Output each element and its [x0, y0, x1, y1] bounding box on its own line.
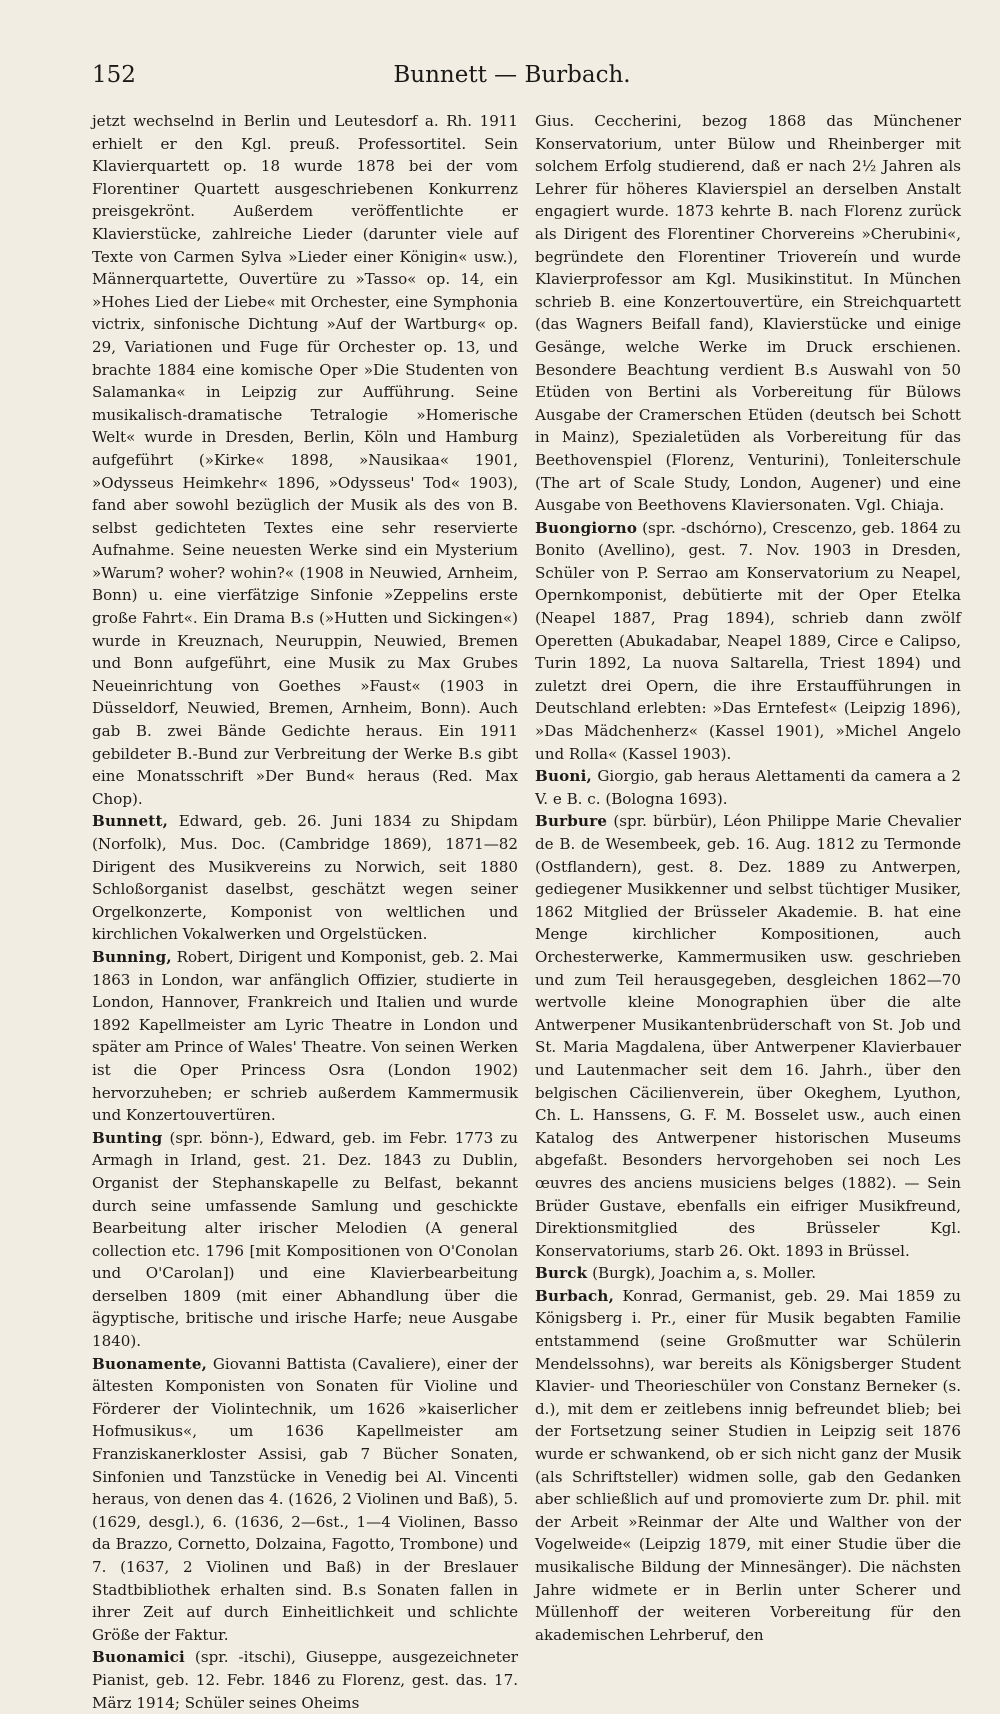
entry-headword: Bunnett, — [92, 812, 169, 831]
entry-text: Giovanni Battista (Cavaliere), einer der ältesten Komponisten von Sonaten für Violine und Förderer der Violintechnik, um 1626 »kaiserlicher Hofmusikus«, um 1636 Kapellmeister am Franziskanerkloster Assisi, gab 7 Bücher Sonaten, Sinfonien und Tanzstücke in Venedig bei Al. Vincenti heraus, von denen das 4. (1626, 2 Violinen und Baß), 5. (1629, desgl.), 6. (1636, 2—6st., 1—4 Violinen, Basso da Brazzo, Cornetto, Dolzaina, Fagotto, Trombone) und 7. (1637, 2 Violinen und Baß) in der Breslauer Stadtbibliothek erhalten sind. B.s Sonaten fallen in ihrer Zeit auf durch Einheitlichkeit und schlichte Größe der Faktur. — [92, 1354, 518, 1644]
entry-bunnett — [92, 810, 518, 946]
entry-continuation — [535, 110, 961, 517]
entry-buonamici — [92, 1646, 518, 1714]
entry-text: (Burgk), Joachim a, s. Moller. — [587, 1264, 817, 1283]
entry-text: Edward, geb. 26. Juni 1834 zu Shipdam (Norfolk), Mus. Doc. (Cambridge 1869), 1871—82 Dirigent des Musikvereins zu Norwich, seit 1880 Schloßorganist daselbst, geschätzt wegen seiner Orgelkonzerte, Komponist von weltlichen und kirchlichen Vokalwerken und Orgelstücken. — [92, 812, 518, 944]
entry-headword: Buongiorno — [535, 518, 638, 537]
entry-text: jetzt wechselnd in Berlin und Leutesdorf a. Rh. 1911 erhielt er den Kgl. preuß. Professortitel. Sein Klavierquartett op. 18 wurde 1878 bei der vom Florentiner Quartett ausgeschriebenen Konkurrenz preisgekrönt. Außerdem veröffentlichte er Klavierstücke, zahlreiche Lieder (darunter viele auf Texte von Carmen Sylva »Lieder einer Königin« usw.), Männerquartette, Ouvertüre zu »Tasso« op. 14, ein »Hohes Lied der Liebe« mit Orchester, eine Symphonia victrix, sinfonische Dichtung »Auf der Wartburg« op. 29, Variationen und Fuge für Orchester op. 13, und brachte 1884 eine komische Oper »Die Studenten von Salamanka« in Leipzig zur Aufführung. Seine musikalisch-dramatische Tetralogie »Homerische Welt« wurde in Dresden, Berlin, Köln und Hamburg aufgeführt (»Kirke« 1898, »Nausikaa« 1901, »Odysseus Heimkehr« 1896, »Odysseus' Tod« 1903), fand aber sowohl bezüglich der Musik als des von B. selbst gedichteten Textes eine sehr reservierte Aufnahme. Seine neuesten Werke sind ein Mysterium »Warum? woher? wohin?« (1908 in Neuwied, Arnheim, Bonn) u. eine vierfätzige Sinfonie »Zeppelins erste große Fahrt«. Ein Drama B.s (»Hutten und Sickingen«) wurde in Kreuznach, Neuruppin, Neuwied, Bremen und Bonn aufgeführt, eine Musik zu Max Grubes Neueinrichtung von Goethes »Faust« (1903 in Düsseldorf, Neuwied, Bremen, Arnheim, Bonn). Auch gab B. zwei Bände Gedichte heraus. Ein 1911 gebildeter B.-Bund zur Verbreitung der Werke B.s gibt eine Monatsschrift »Der Bund« heraus (Red. Max Chop). — [92, 112, 518, 808]
entry-text: (spr. -dschórno), Crescenzo, geb. 1864 zu Bonito (Avellino), gest. 7. Nov. 1903 in Dresden, Schüler von P. Serrao am Konservatorium zu Neapel, Opernkomponist, debütierte mit der Oper Etelka (Neapel 1887, Prag 1894), schrieb dann zwölf Operetten (Abukadabar, Neapel 1889, Circe e Calipso, Turin 1892, La nuova Saltarella, Triest 1894) und zuletzt drei Opern, die ihre Erstaufführungen in Deutschland erlebten: »Das Erntefest« (Leipzig 1896), »Das Mädchenherz« (Kassel 1901), »Michel Angelo und Rolla« (Kassel 1903). — [535, 518, 961, 763]
entry-text: Giorgio, gab heraus Alettamenti da camera a 2 V. e B. c. (Bologna 1693). — [535, 767, 961, 808]
entry-text: Robert, Dirigent und Komponist, geb. 2. Mai 1863 in London, war anfänglich Offizier, studierte in London, Hannover, Frankreich und Italien und wurde 1892 Kapellmeister am Lyric Theatre in London und später am Prince of Wales' Theatre. Von seinen Werken ist die Oper Princess Osra (London 1902) hervorzuheben; er schrieb außerdem Kammermusik und Konzertouvertüren. — [92, 947, 518, 1125]
entry-text: (spr. -itschi), Giuseppe, ausgezeichneter Pianist, geb. 12. Febr. 1846 zu Florenz, gest. das. 17. März 1914; Schüler seines Oheims — [92, 1648, 518, 1712]
page-number: 152 — [92, 62, 136, 88]
right-column — [535, 110, 961, 1655]
page-header — [92, 58, 932, 94]
entry-text: (spr. bürbür), Léon Philippe Marie Chevalier de B. de Wesembeek, geb. 16. Aug. 1812 zu Termonde (Ostflandern), gest. 8. Dez. 1889 zu Antwerpen, gediegener Musikkenner und selbst tüchtiger Musiker, 1862 Mitglied der Brüsseler Akademie. B. hat eine Menge kirchlicher Kompositionen, auch Orchesterwerke, Kammermusiken usw. geschrieben und zum Teil herausgegeben, desgleichen 1862—70 wertvolle kleine Monographien über die alte Antwerpener Musikantenbrüderschaft von St. Job und St. Maria Magdalena, über Antwerpener Klavierbauer und Lautenmacher seit dem 16. Jahrh., über den belgischen Cäcilienverein, über Okeghem, Lyuthon, Ch. L. Hanssens, G. F. M. Bosselet usw., auch einen Katalog des Antwerpener historischen Museums abgefaßt. Besonders hervorgehoben sei noch Les œuvres des anciens musiciens belges (1882). — Sein Brüder Gustave, ebenfalls ein eifriger Musikfreund, Direktionsmitglied des Brüsseler Kgl. Konservatoriums, starb 26. Okt. 1893 in Brüssel. — [535, 812, 961, 1260]
entry-burbure — [535, 810, 961, 1262]
entry-buoni — [535, 765, 961, 810]
page-running-title: Bunnett — Burbach. — [393, 62, 631, 88]
entry-headword: Bunting — [92, 1128, 163, 1147]
entry-text: Gius. Ceccherini, bezog 1868 das Münchener Konservatorium, unter Bülow und Rheinberger mit solchem Erfolg studierend, daß er nach 2½ Jahren als Lehrer für höheres Klavierspiel an derselben Anstalt engagiert wurde. 1873 kehrte B. nach Florenz zurück als Dirigent des Florentiner Chorvereins »Cherubini«, begründete den Florentiner Triovereín und wurde Klavierprofessor am Kgl. Musikinstitut. In München schrieb B. eine Konzertouvertüre, ein Streichquartett (das Wagners Beifall fand), Klavierstücke und einige Gesänge, welche Werke im Druck erschienen. Besondere Beachtung verdient B.s Auswahl von 50 Etüden von Bertini als Vorbereitung für Bülows Ausgabe der Cramerschen Etüden (deutsch bei Schott in Mainz), Spezialetüden als Vorbereitung für das Beethovenspiel (Florenz, Venturini), Tonleiterschule (The art of Scale Study, London, Augener) und eine Ausgabe von Beethovens Klaviersonaten. Vgl. Chiaja. — [535, 112, 961, 515]
entry-headword: Burbure — [535, 812, 608, 831]
entry-continuation — [92, 110, 518, 810]
entry-burbach — [535, 1285, 961, 1647]
entry-headword: Buoni, — [535, 767, 592, 786]
entry-headword: Buonamici — [92, 1648, 185, 1667]
entry-burck — [535, 1262, 961, 1285]
entry-bunning — [92, 946, 518, 1127]
entry-headword: Burck — [535, 1264, 588, 1283]
left-column — [92, 110, 518, 1712]
entry-buongiorno — [535, 517, 961, 766]
entry-headword: Bunning, — [92, 947, 172, 966]
entry-text: (spr. bönn-), Edward, geb. im Febr. 1773 zu Armagh in Irland, gest. 21. Dez. 1843 zu Dublin, Organist der Stephanskapelle zu Belfast, bekannt durch seine umfassende Samlung und geschickte Bearbeitung alter irischer Melodien (A general collection etc. 1796 [mit Kompositionen von O'Conolan und O'Carolan]) und eine Klavierbearbeitung derselben 1809 (mit einer Abhandlung über die ägyptische, britische und irische Harfe; neue Ausgabe 1840). — [92, 1128, 518, 1351]
entry-text: Konrad, Germanist, geb. 29. Mai 1859 zu Königsberg i. Pr., einer für Musik begabten Familie entstammend (seine Großmutter war Schülerin Mendelssohns), war bereits als Königsberger Student Klavier- und Theorieschüler von Constanz Berneker (s. d.), mit dem er zeitlebens innig befreundet blieb; bei der Fortsetzung seiner Studien in Leipzig seit 1876 wurde er schwankend, ob er sich nicht ganz der Musik (als Schriftsteller) widmen solle, gab den Gedanken aber schließlich auf und promovierte zum Dr. phil. mit der Arbeit »Reinmar der Alte und Walther von der Vogelweide« (Leipzig 1879, mit einer Studie über die musikalische Bildung der Minnesänger). Die nächsten Jahre widmete er in Berlin unter Scherer und Müllenhoff der weiteren Vorbereitung für den akademischen Lehrberuf, den — [535, 1286, 961, 1644]
entry-buonamente — [92, 1353, 518, 1647]
entry-bunting — [92, 1127, 518, 1353]
entry-headword: Burbach, — [535, 1286, 615, 1305]
entry-headword: Buonamente, — [92, 1354, 208, 1373]
